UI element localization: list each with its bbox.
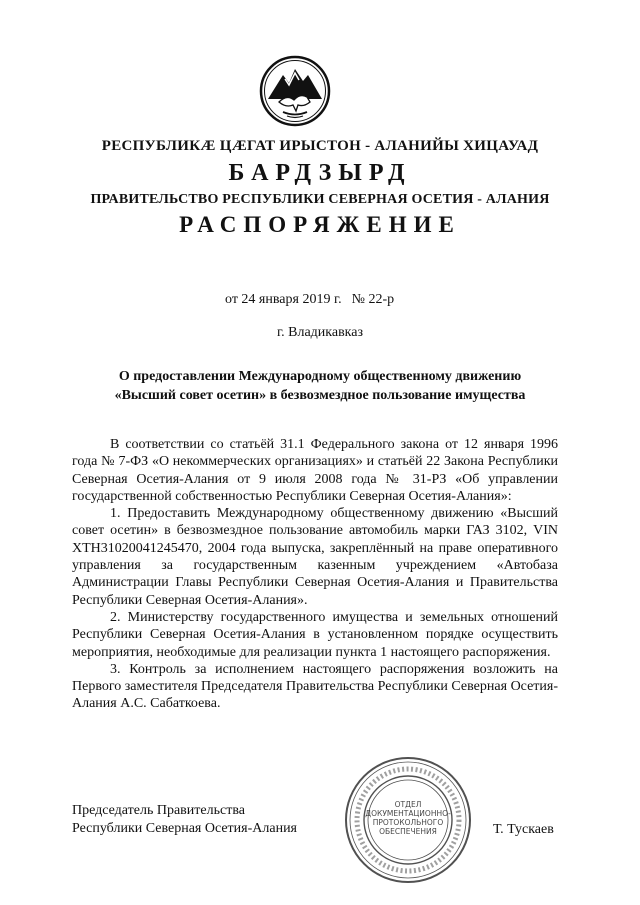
document-subject <box>60 367 580 405</box>
preamble-paragraph: В соответствии со статьёй 31.1 Федерального закона от 12 января 1996 года № 7-ФЗ «О некоммерческих организациях» и статьёй 22 Закона Республики Северная Осетия-Алания от 9 июля 2008 года № 31-РЗ «Об управлении государственной собственностью Республики Северная Осетия-Алания»: <box>72 437 558 504</box>
document-city: г. Владикавказ <box>276 325 364 340</box>
ossetian-government-title: РЕСПУБЛИКÆ ЦÆГАТ ИРЫСТОН - АЛАНИЙЫ ХИЦАУАД <box>101 138 539 154</box>
subject-line: «Высший совет осетин» в безвозмездное пользование имущества <box>114 388 526 403</box>
coat-of-arms-icon <box>259 55 331 127</box>
document-body <box>72 436 558 713</box>
document-number: № 22-р <box>351 292 395 307</box>
clause-2: 2. Министерству государственного имущества и земельных отношений Республики Северная Осетия-Алания в установленном порядке осуществить мероприятия, необходимые для реализации пункта 1 настоящего распоряжения. <box>72 609 558 660</box>
russian-document-type: РАСПОРЯЖЕНИЕ <box>179 212 461 237</box>
stamp-center-line: ОБЕСПЕЧЕНИЯ <box>379 827 437 836</box>
signatory-position-line: Председатель Правительства <box>72 803 245 818</box>
official-seal-icon <box>343 755 473 885</box>
ossetian-document-type: БАРДЗЫРД <box>228 160 412 186</box>
russian-government-title: ПРАВИТЕЛЬСТВО РЕСПУБЛИКИ СЕВЕРНАЯ ОСЕТИЯ - АЛАНИЯ <box>90 192 550 207</box>
signatory-position <box>72 802 297 838</box>
clause-3: 3. Контроль за исполнением настоящего распоряжения возложить на Первого заместителя Председателя Правительства Республики Северная Осетия-Алания А.С. Сабаткоева. <box>72 661 558 712</box>
clause-1: 1. Предоставить Международному общественному движению «Высший совет осетин» в безвозмездное пользование автомобиль марки ГАЗ 3102, VIN XTH31020041245470, 2004 года выпуска, закреплённый на праве оперативного управления за государственным казенным учреждением «Автобаза Администрации Главы Республики Северная Осетия-Алания и Правительства Республики Северная Осетия-Алания». <box>72 506 558 608</box>
signatory-name: Т. Тускаев <box>493 822 554 837</box>
document-date-line <box>225 292 394 308</box>
stamp-center-line: ПРОТОКОЛЬНОГО <box>372 818 444 827</box>
stamp-center-line: ОТДЕЛ <box>394 800 422 809</box>
signatory-position-line: Республики Северная Осетия-Алания <box>72 821 297 836</box>
subject-line: О предоставлении Международному общественному движению <box>118 369 522 384</box>
stamp-center-line: ДОКУМЕНТАЦИОННО- <box>365 809 451 818</box>
document-date: от 24 января 2019 г. <box>225 292 342 307</box>
